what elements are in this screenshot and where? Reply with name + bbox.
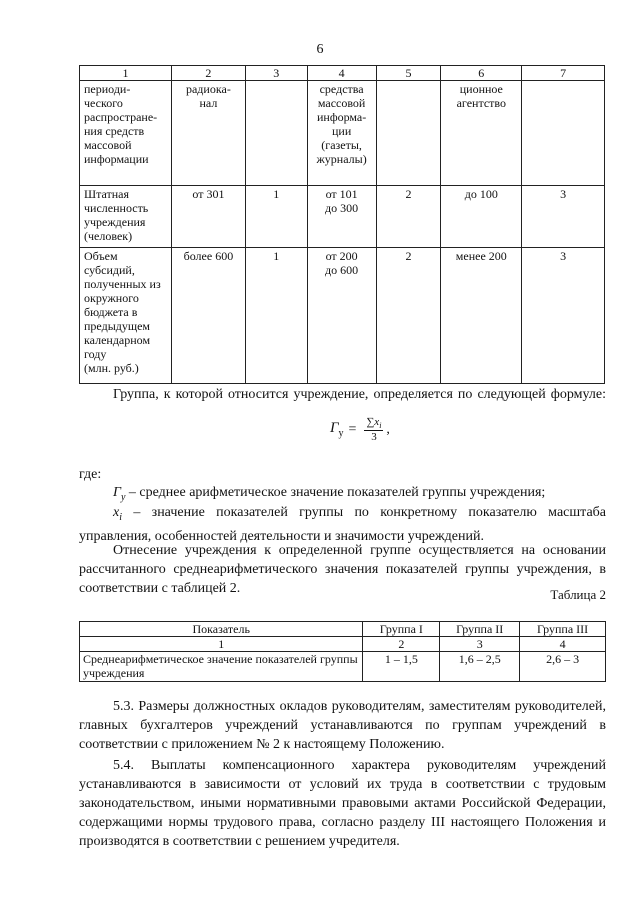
group-ranges-table xyxy=(79,621,606,682)
paragraph-5-4: 5.4. Выплаты компенсационного характера руководителям учреждений устанавливаются в зависимости от условий их труда в соответствии с трудовым законодательством, иными нормативными правовыми актами Российской Федерации, содержащими нормы трудового права, согласно разделу III настоящего Положения и производятся в соответствии с решением учредителя. xyxy=(79,758,606,849)
formula-comma: , xyxy=(386,421,390,437)
table-header-row xyxy=(80,66,605,81)
table-row xyxy=(80,81,605,186)
paragraph-5-3: 5.3. Размеры должностных окладов руководителям, заместителям руководителей, главных бухгалтеров учреждений устанавливаются по группам учреждений в соответствии с приложением № 2 к настоящему Положению. xyxy=(79,699,606,752)
table-header-cell: Группа I xyxy=(363,622,440,637)
table-header-cell: 4 xyxy=(307,66,376,81)
table-row xyxy=(80,248,605,384)
table-cell: от 301 xyxy=(171,186,245,248)
table-cell: более 600 xyxy=(171,248,245,384)
table-row xyxy=(80,186,605,248)
definition-xi: $x_i$ – значение показателей группы по конкретному показателю масштаба управления, особенностей деятельности и значимости учреждений. xyxy=(79,505,606,544)
formula-fraction xyxy=(364,416,383,443)
table-number-row xyxy=(80,637,606,652)
table-header-cell: 5 xyxy=(376,66,441,81)
table-cell: 3 xyxy=(522,186,605,248)
where-label: где: xyxy=(79,467,102,482)
table-cell: 2 xyxy=(376,186,441,248)
table-cell: 1 xyxy=(245,248,307,384)
table-cell: до 100 xyxy=(441,186,522,248)
group-formula xyxy=(330,416,390,443)
table-row xyxy=(80,652,606,682)
table-cell: 1 xyxy=(80,637,363,652)
table-header-cell: 1 xyxy=(80,66,172,81)
table-cell xyxy=(376,81,441,186)
table-header-cell: Показатель xyxy=(80,622,363,637)
table-header-cell: 3 xyxy=(245,66,307,81)
table-cell: средства массовой информа- ции (газеты, журналы) xyxy=(307,81,376,186)
formula-equals: = xyxy=(348,421,357,437)
table-cell: ционное агентство xyxy=(441,81,522,186)
table-cell xyxy=(522,81,605,186)
table-cell: менее 200 xyxy=(441,248,522,384)
formula-lhs: $Г_у$ xyxy=(330,420,344,440)
table-header-cell: 7 xyxy=(522,66,605,81)
indicator-cell: Объем субсидий, полученных из окружного бюджета в предыдущем календарном году (млн. руб.) xyxy=(80,248,172,384)
table-header-cell: 2 xyxy=(171,66,245,81)
group-indicators-table xyxy=(79,65,605,384)
table-cell: 4 xyxy=(520,637,606,652)
page-number: 6 xyxy=(316,42,324,57)
indicator-cell: периоди- ческого распростране- ния средств массовой информации xyxy=(80,81,172,186)
table-cell: 1,6 – 2,5 xyxy=(440,652,520,682)
table-cell: 2 xyxy=(376,248,441,384)
table-cell: 3 xyxy=(522,248,605,384)
table-cell: 1 – 1,5 xyxy=(363,652,440,682)
table-cell xyxy=(245,81,307,186)
table-cell: 2,6 – 3 xyxy=(520,652,606,682)
table-header-row xyxy=(80,622,606,637)
indicator-cell: Среднеарифметическое значение показателей группы учреждения xyxy=(80,652,363,682)
table-cell: 1 xyxy=(245,186,307,248)
group-formula-intro: Группа, к которой относится учреждение, определяется по следующей формуле: xyxy=(113,387,606,402)
indicator-cell: Штатная численность учреждения (человек) xyxy=(80,186,172,248)
table-header-cell: Группа II xyxy=(440,622,520,637)
table2-label: Таблица 2 xyxy=(550,587,606,602)
definition-gy: $Г_у$ – среднее арифметическое значение показателей группы учреждения; xyxy=(113,485,546,503)
table-cell: от 200 до 600 xyxy=(307,248,376,384)
table-header-cell: Группа III xyxy=(520,622,606,637)
table-cell: 2 xyxy=(363,637,440,652)
formula-numerator: $\sum x_i$ xyxy=(366,416,382,431)
table-cell: от 101 до 300 xyxy=(307,186,376,248)
group-assignment-paragraph: Отнесение учреждения к определенной группе осуществляется на основании рассчитанного среднеарифметического значения показателей группы учреждения, в соответствии с таблицей 2. xyxy=(79,543,606,596)
table-cell: радиока- нал xyxy=(171,81,245,186)
formula-denominator: 3 xyxy=(371,431,377,444)
table-header-cell: 6 xyxy=(441,66,522,81)
table-cell: 3 xyxy=(440,637,520,652)
